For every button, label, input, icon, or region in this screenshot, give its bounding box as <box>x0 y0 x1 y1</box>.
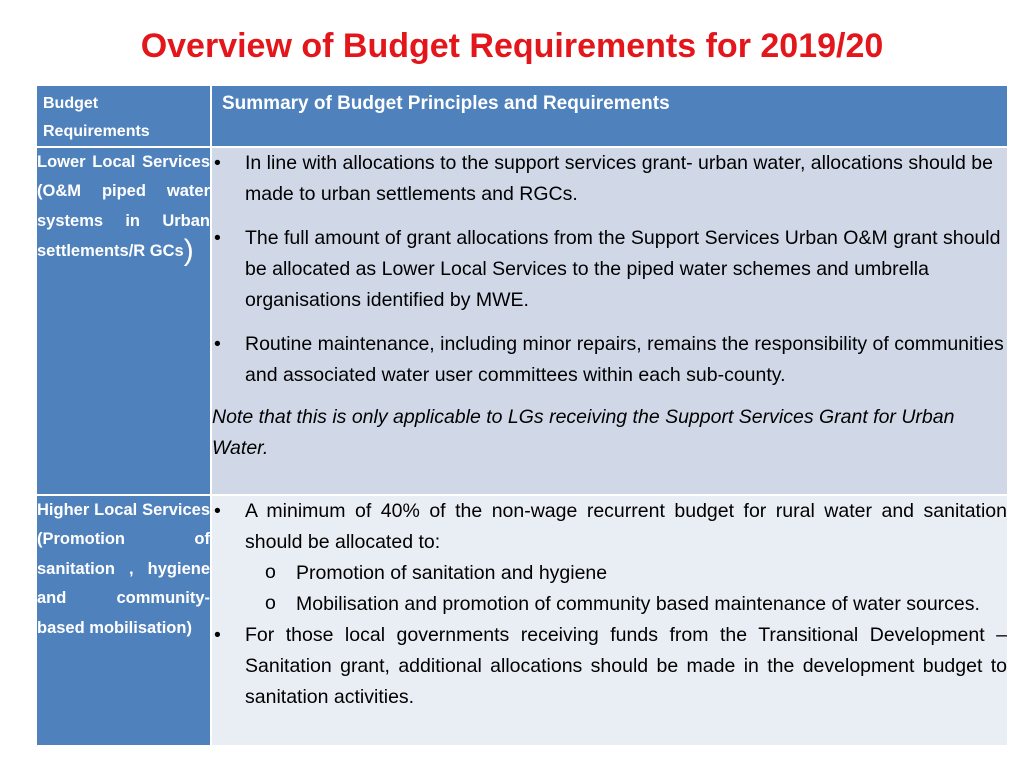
note-text: Note that this is only applicable to LGs receiving the Support Services Grant for Urban Water. <box>212 406 955 459</box>
sub-bullet-list <box>245 558 1007 620</box>
row-label-paren: ) <box>183 234 194 268</box>
table-header-row <box>36 85 1008 147</box>
slide-title: Overview of Budget Requirements for 2019/20 <box>140 27 884 65</box>
row-label-lower-local-services <box>36 147 211 495</box>
table-row <box>36 147 1008 495</box>
sub-list-item: o Mobilisation and promotion of community based maintenance of water sources. <box>245 589 1007 620</box>
sub-list-item: o Promotion of sanitation and hygiene <box>245 558 1007 589</box>
row-body-lower-local-services <box>211 147 1008 495</box>
row-label-higher-local-services: Higher Local Services (Promotion of sanitation , hygiene and community-based mobilisation) <box>36 495 211 746</box>
list-item: • In line with allocations to the support services grant- urban water, allocations should be made to urban settlements and RGCs. <box>212 148 1007 210</box>
row-label-text: Lower Local Services (O&M piped water systems in Urban settlements/R GCs <box>37 153 210 261</box>
list-item: • For those local governments receiving funds from the Transitional Development – Sanitation grant, additional allocations should be made in the development budget to sanitation activities. <box>212 620 1007 713</box>
row-body-higher-local-services <box>211 495 1008 746</box>
bullet-list <box>212 148 1007 391</box>
list-item-text: A minimum of 40% of the non-wage recurrent budget for rural water and sanitation should be allocated to: <box>245 500 1007 553</box>
list-item <box>212 496 1007 620</box>
bullet-list <box>212 496 1007 713</box>
header-summary: Summary of Budget Principles and Requirements <box>211 85 1008 147</box>
header-budget-requirements: Budget Requirements <box>36 85 211 147</box>
table-row <box>36 495 1008 746</box>
list-item: • Routine maintenance, including minor repairs, remains the responsibility of communities and associated water user committees within each sub-county. <box>212 329 1007 391</box>
list-item: • The full amount of grant allocations from the Support Services Urban O&M grant should be allocated as Lower Local Services to the piped water schemes and umbrella organisations identified by MWE. <box>212 223 1007 316</box>
budget-table <box>35 84 1009 747</box>
